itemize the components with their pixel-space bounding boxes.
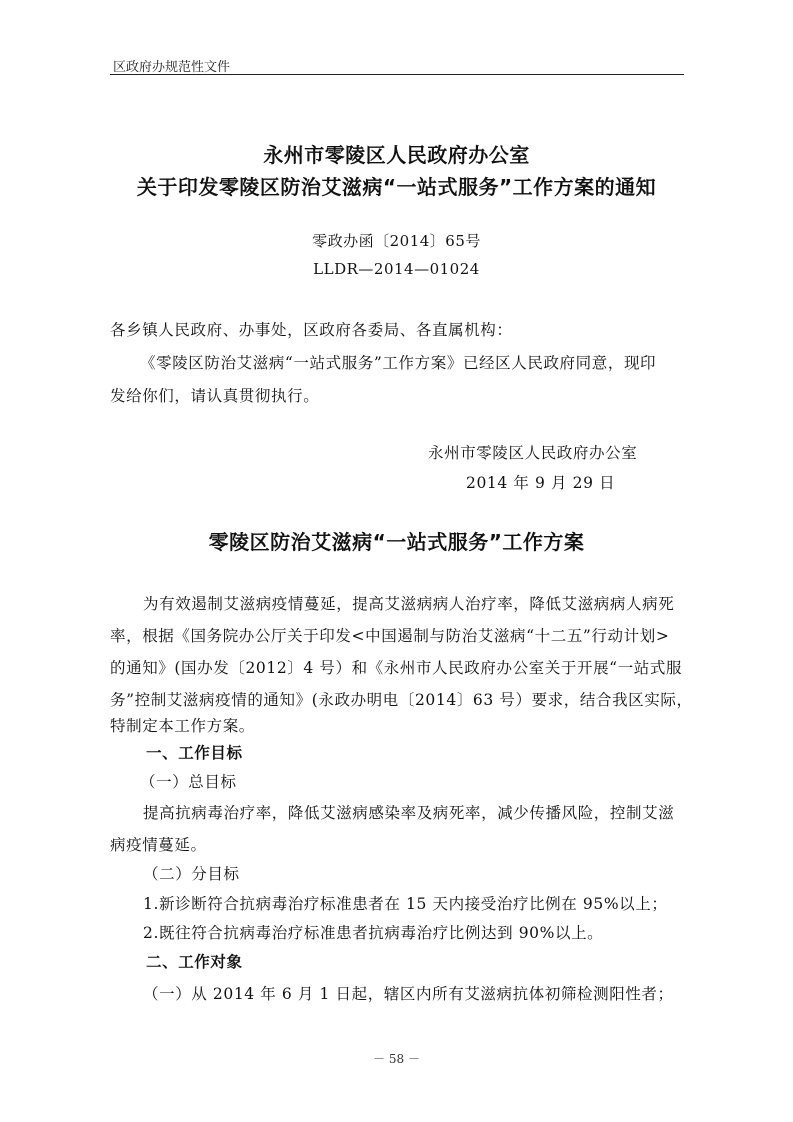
- sub1-heading: （一）总目标: [140, 773, 237, 791]
- plan-intro-line5: 特制定本工作方案。: [110, 717, 255, 735]
- notice-title-line1: 永州市零陵区人民政府办公室: [263, 143, 530, 167]
- document-category-header: 区政府办规范性文件: [113, 60, 231, 75]
- plan-title: 零陵区防治艾滋病“一站式服务”工作方案: [208, 530, 585, 554]
- goal-1: 1.新诊断符合抗病毒治疗标准患者在 15 天内接受治疗比例在 95%以上；: [143, 895, 668, 913]
- section1-heading: 一、工作目标: [146, 744, 243, 762]
- notice-body-line2: 发给你们，请认真贯彻执行。: [110, 387, 320, 405]
- sub2-heading: （二）分目标: [143, 865, 240, 883]
- plan-intro-line4: 务”控制艾滋病疫情的通知》(永政办明电〔2014〕63 号）要求，结合我区实际，: [110, 691, 693, 709]
- sub1-line1: 提高抗病毒治疗率，降低艾滋病感染率及病死率，减少传播风险，控制艾滋: [143, 804, 675, 822]
- issue-date: 2014 年 9 月 29 日: [466, 474, 616, 492]
- plan-intro-line1: 为有效遏制艾滋病疫情蔓延，提高艾滋病病人治疗率，降低艾滋病病人病死: [143, 595, 675, 613]
- goal-2: 2.既往符合抗病毒治疗标准患者抗病毒治疗比例达到 90%以上。: [143, 924, 604, 942]
- issuer-signature: 永州市零陵区人民政府办公室: [428, 444, 638, 462]
- document-number: 零政办函〔2014〕65号: [312, 232, 481, 250]
- plan-intro-line3: 的通知》(国办发〔2012〕4 号）和《永州市人民政府办公室关于开展“一站式服: [110, 659, 683, 677]
- plan-intro-line2: 率，根据《国务院办公厅关于印发<中国遏制与防治艾滋病“十二五”行动计划>: [110, 627, 670, 645]
- registration-number: LLDR—2014—01024: [313, 260, 480, 278]
- header-divider: [110, 74, 684, 75]
- target-1: （一）从 2014 年 6 月 1 日起，辖区内所有艾滋病抗体初筛检测阳性者；: [143, 985, 674, 1003]
- section2-heading: 二、工作对象: [146, 953, 243, 971]
- addressee: 各乡镇人民政府、办事处，区政府各委局、各直属机构：: [110, 321, 513, 339]
- sub1-line2: 病疫情蔓延。: [110, 836, 207, 854]
- notice-body-line1: 《零陵区防治艾滋病“一站式服务”工作方案》已经区人民政府同意，现印: [140, 354, 657, 372]
- notice-title-line2: 关于印发零陵区防治艾滋病“一站式服务”工作方案的通知: [136, 175, 657, 199]
- page-number: － 58 －: [373, 1052, 420, 1066]
